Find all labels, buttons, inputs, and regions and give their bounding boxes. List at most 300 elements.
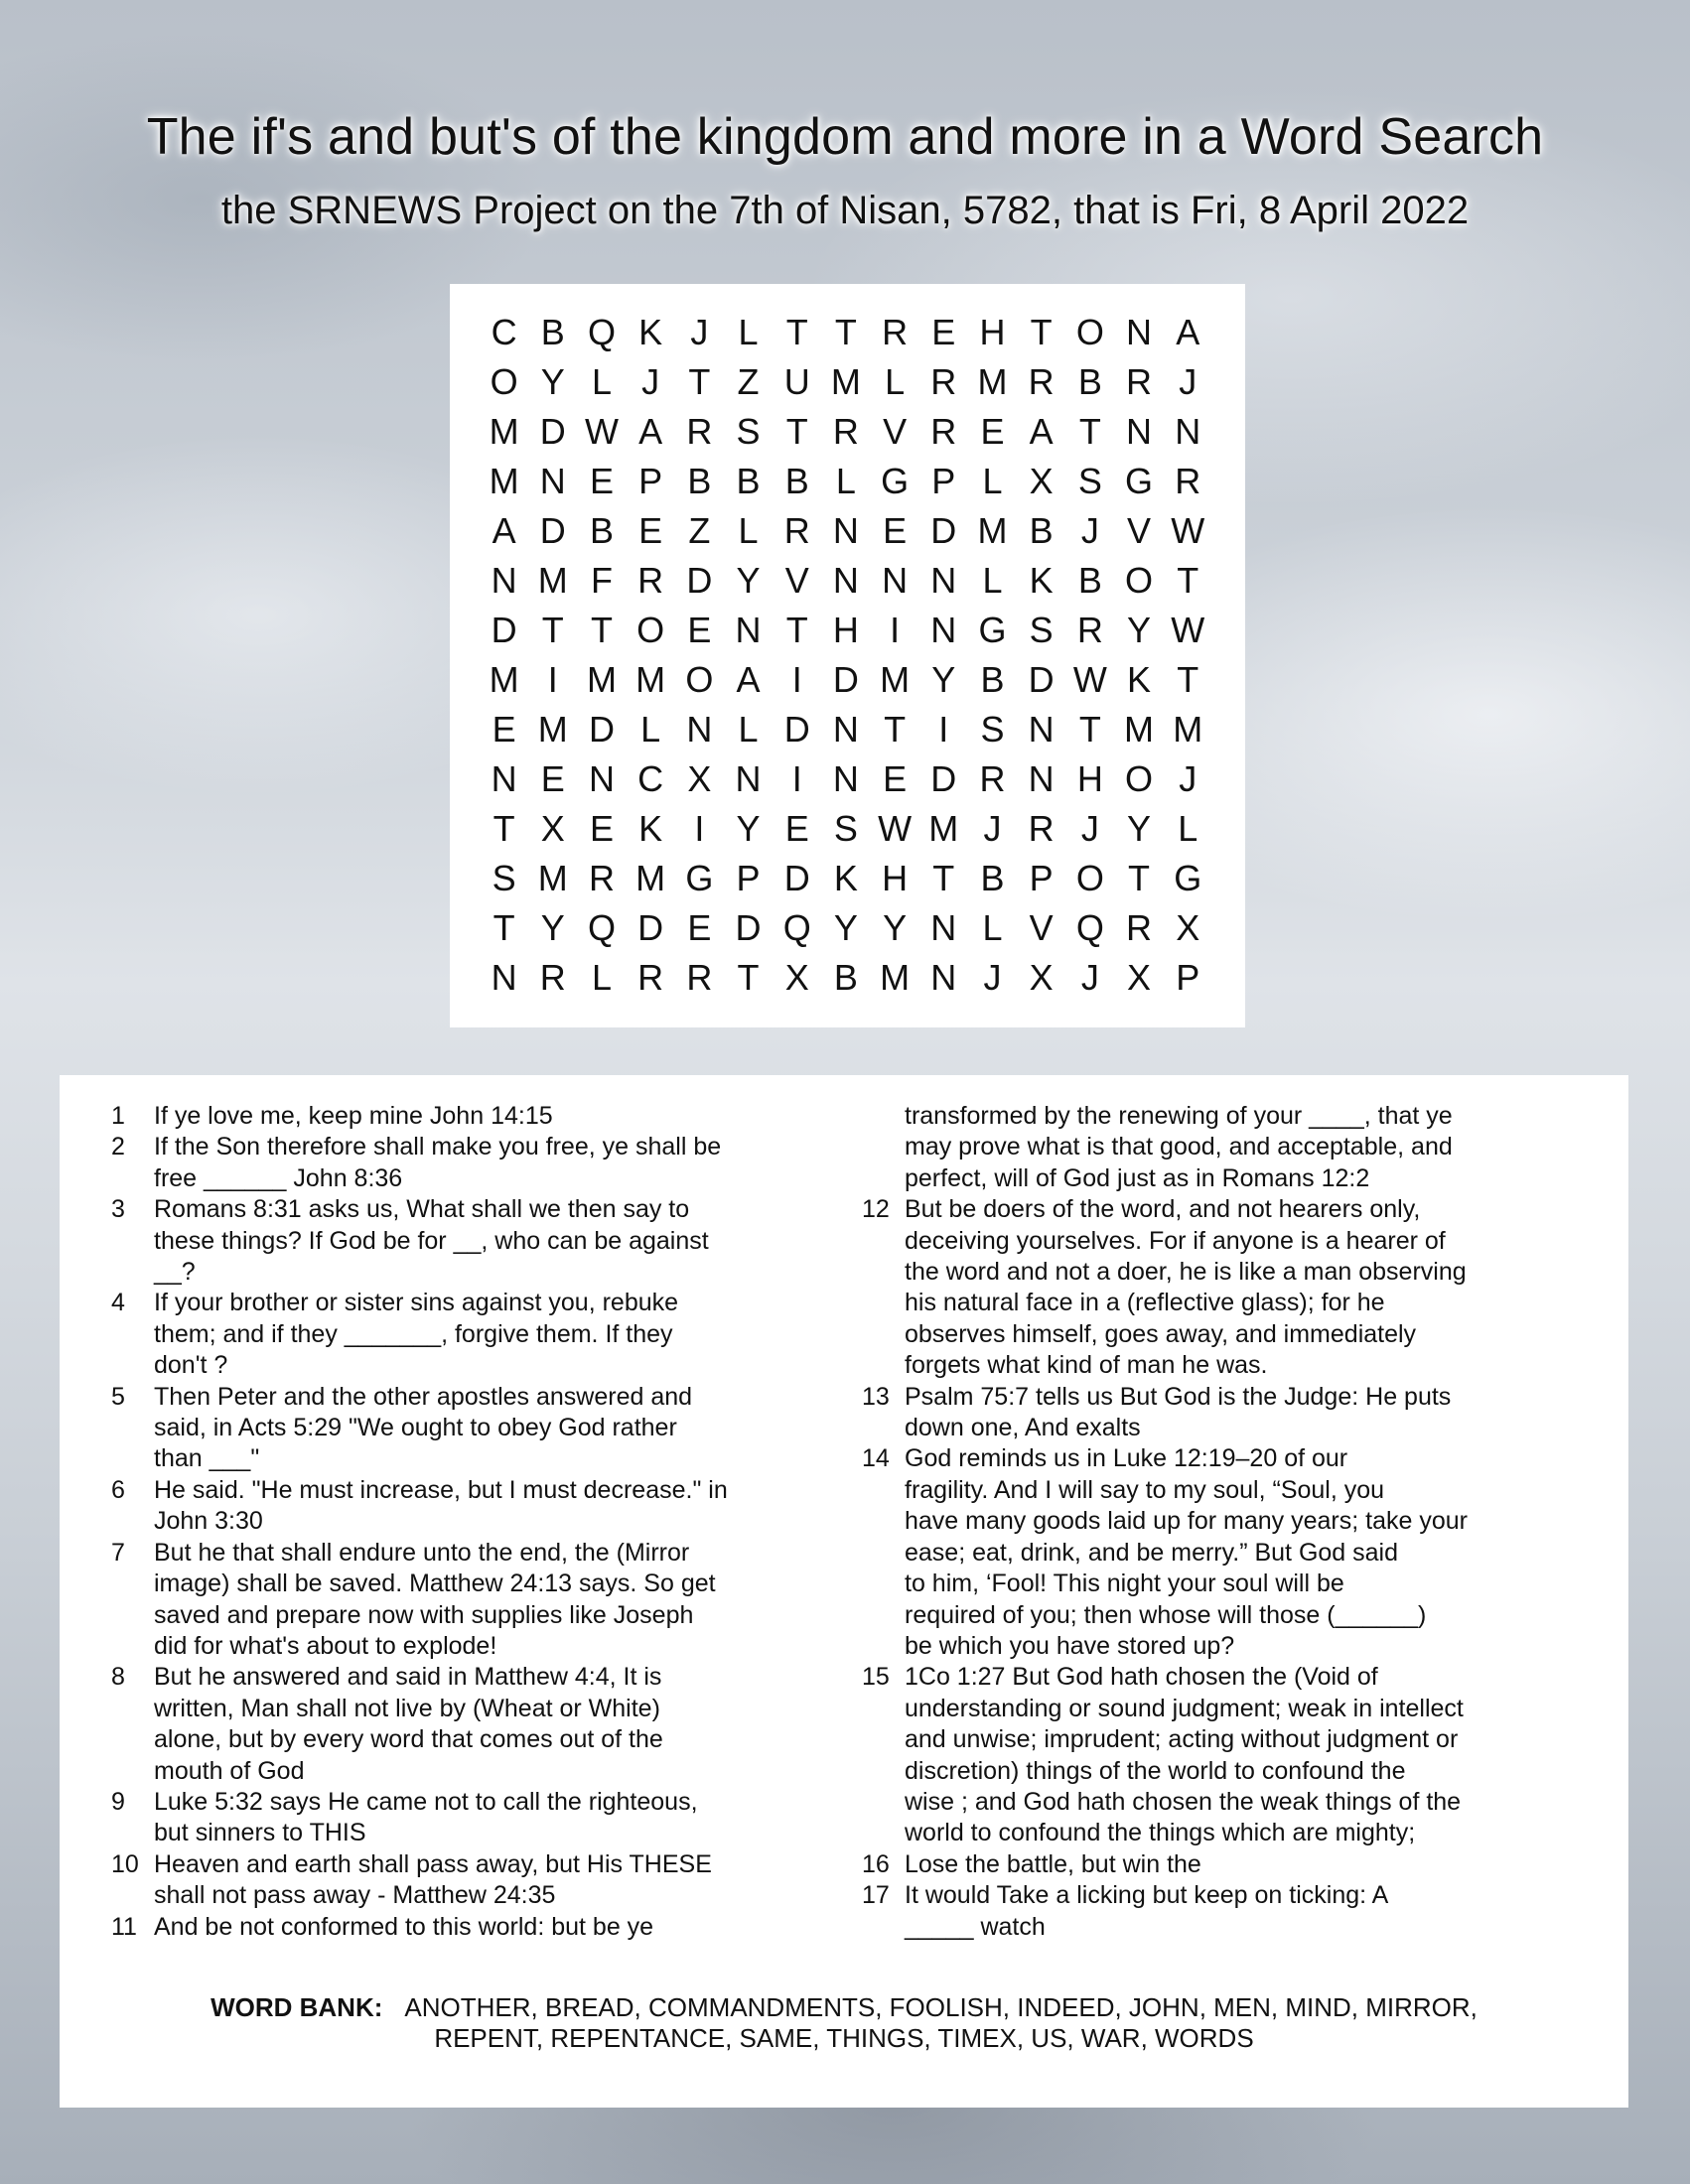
grid-cell[interactable]: Q xyxy=(587,312,616,352)
grid-cell[interactable]: T xyxy=(590,610,613,650)
grid-cell[interactable]: E xyxy=(883,510,908,551)
grid-cell[interactable]: D xyxy=(491,610,517,650)
clue-indent xyxy=(111,1506,154,1537)
grid-cell[interactable]: E xyxy=(687,610,712,650)
grid-cell[interactable]: T xyxy=(785,312,808,352)
grid-cell[interactable]: Y xyxy=(883,907,908,948)
grid-cell[interactable]: T xyxy=(1030,312,1053,352)
grid-cell[interactable]: M xyxy=(489,461,519,501)
page-subtitle: the SRNEWS Project on the 7th of Nisan, 5782, that is Fri, 8 April 2022 xyxy=(220,189,1470,232)
grid-cell[interactable]: W xyxy=(584,411,619,452)
grid-cell[interactable]: R xyxy=(832,411,859,452)
clue-indent xyxy=(111,1724,154,1755)
clue-text: world to confound the things which are mighty; xyxy=(905,1819,1416,1847)
grid-cell[interactable]: L xyxy=(738,312,759,352)
grid-cell[interactable]: I xyxy=(791,659,802,700)
clue-number: 15 xyxy=(862,1663,890,1692)
grid-cell[interactable]: N xyxy=(686,709,713,750)
grid-cell[interactable]: B xyxy=(1077,361,1102,402)
grid-cell[interactable]: H xyxy=(832,610,859,650)
grid-cell[interactable]: M xyxy=(928,808,959,849)
grid-cell[interactable]: Y xyxy=(1127,610,1152,650)
grid-cell[interactable]: B xyxy=(1029,510,1054,551)
grid-cell[interactable]: R xyxy=(588,858,615,898)
clue-line xyxy=(862,1694,1597,1724)
grid-cell[interactable]: E xyxy=(931,312,956,352)
grid-cell[interactable]: W xyxy=(1171,610,1205,650)
clue-text: have many goods laid up for many years; take your xyxy=(905,1507,1468,1536)
clue-line xyxy=(111,1288,775,1318)
clue-line xyxy=(111,1662,775,1693)
grid-cell[interactable]: J xyxy=(690,312,709,352)
grid-cell[interactable]: O xyxy=(685,659,714,700)
grid-cell[interactable]: Q xyxy=(587,907,616,948)
grid-cell[interactable]: A xyxy=(1176,312,1200,352)
grid-cell[interactable]: P xyxy=(638,461,663,501)
grid-cell[interactable]: N xyxy=(930,560,957,601)
grid-cell[interactable]: N xyxy=(1175,411,1201,452)
clue-text: Heaven and earth shall pass away, but His THESE xyxy=(154,1849,712,1878)
clue-text: down one, And exalts xyxy=(905,1414,1141,1442)
clue-number: 16 xyxy=(862,1849,890,1878)
clue-line xyxy=(862,1226,1597,1257)
clue-indent xyxy=(862,1724,905,1755)
clue-number: 5 xyxy=(111,1382,125,1411)
grid-cell[interactable]: K xyxy=(638,312,663,352)
grid-cell[interactable]: O xyxy=(1125,560,1154,601)
grid-cell[interactable]: B xyxy=(540,312,565,352)
grid-cell[interactable]: B xyxy=(980,659,1005,700)
grid-cell[interactable]: J xyxy=(983,957,1002,998)
clue-text: __? xyxy=(154,1258,196,1287)
clue-text: image) shall be saved. Matthew 24:13 says. So get xyxy=(154,1570,716,1598)
grid-cell[interactable]: M xyxy=(977,510,1008,551)
grid-cell[interactable]: J xyxy=(1080,808,1099,849)
grid-cell[interactable]: R xyxy=(686,411,713,452)
clue-line xyxy=(862,1443,1597,1474)
clue-indent xyxy=(111,1163,154,1194)
word-search-panel xyxy=(450,284,1245,1027)
clue-text: alone, but by every word that comes out of the xyxy=(154,1725,663,1754)
grid-cell[interactable]: N xyxy=(491,560,517,601)
clue-text: understanding or sound judgment; weak in intellect xyxy=(905,1694,1464,1722)
clue-line xyxy=(862,1319,1597,1350)
clue-indent xyxy=(862,1569,905,1599)
grid-cell[interactable]: X xyxy=(687,758,712,799)
grid-cell[interactable]: B xyxy=(833,957,858,998)
clue-line xyxy=(862,1662,1597,1693)
grid-cell[interactable]: M xyxy=(537,709,568,750)
grid-cell[interactable]: D xyxy=(637,907,664,948)
grid-cell[interactable]: R xyxy=(1028,361,1055,402)
grid-cell[interactable]: R xyxy=(539,957,566,998)
grid-cell[interactable]: E xyxy=(540,758,565,799)
clue-line xyxy=(111,1443,775,1474)
grid-cell[interactable]: Z xyxy=(737,361,760,402)
grid-cell[interactable]: M xyxy=(880,659,911,700)
clue-text: God reminds us in Luke 12:19–20 of our xyxy=(905,1444,1348,1473)
grid-cell[interactable]: T xyxy=(785,610,808,650)
grid-cell[interactable]: H xyxy=(1076,758,1103,799)
grid-cell[interactable]: G xyxy=(1174,858,1202,898)
grid-cell[interactable]: V xyxy=(1029,907,1054,948)
grid-cell[interactable]: M xyxy=(586,659,617,700)
grid-cell[interactable]: I xyxy=(547,659,558,700)
grid-cell[interactable]: D xyxy=(735,907,762,948)
clue-text: _____ watch xyxy=(905,1912,1046,1941)
grid-cell[interactable]: E xyxy=(883,758,908,799)
grid-cell[interactable]: A xyxy=(638,411,663,452)
clue-indent xyxy=(862,1756,905,1787)
grid-cell[interactable]: E xyxy=(784,808,809,849)
grid-cell[interactable]: R xyxy=(930,361,957,402)
clues-panel xyxy=(60,1075,1628,2108)
clue-indent xyxy=(111,1443,154,1474)
grid-cell[interactable]: J xyxy=(1080,957,1099,998)
grid-cell[interactable]: D xyxy=(539,411,566,452)
grid-cell[interactable]: E xyxy=(589,808,614,849)
grid-cell[interactable]: X xyxy=(1127,957,1152,998)
grid-cell[interactable]: N xyxy=(1126,411,1153,452)
clue-line xyxy=(111,1538,775,1569)
grid-cell[interactable]: X xyxy=(1029,957,1054,998)
grid-cell[interactable]: G xyxy=(978,610,1007,650)
grid-cell[interactable]: R xyxy=(882,312,909,352)
grid-cell[interactable]: N xyxy=(491,957,517,998)
grid-cell[interactable]: N xyxy=(539,461,566,501)
grid-cell[interactable]: L xyxy=(885,361,906,402)
clue-text: Then Peter and the other apostles answered and xyxy=(154,1382,693,1411)
clue-continuation-line xyxy=(862,1101,1597,1132)
grid-cell[interactable]: Y xyxy=(931,659,956,700)
clue-indent xyxy=(111,1319,154,1350)
grid-cell[interactable]: L xyxy=(640,709,661,750)
grid-cell[interactable]: X xyxy=(1176,907,1200,948)
grid-cell[interactable]: J xyxy=(1179,758,1197,799)
grid-cell[interactable]: D xyxy=(1028,659,1055,700)
clue-text: Psalm 75:7 tells us But God is the Judge: He puts xyxy=(905,1382,1452,1411)
grid-cell[interactable]: I xyxy=(694,808,705,849)
clue-indent xyxy=(111,1569,154,1599)
grid-cell[interactable]: G xyxy=(1125,461,1154,501)
grid-cell[interactable]: M xyxy=(489,411,519,452)
clue-text: ease; eat, drink, and be merry.” But God said xyxy=(905,1538,1399,1567)
clue-line xyxy=(111,1912,775,1943)
grid-cell[interactable]: Y xyxy=(736,560,761,601)
grid-cell[interactable]: T xyxy=(688,361,711,402)
grid-cell[interactable]: T xyxy=(493,808,515,849)
grid-cell[interactable]: V xyxy=(1127,510,1152,551)
grid-cell[interactable]: T xyxy=(785,411,808,452)
grid-cell[interactable]: W xyxy=(878,808,913,849)
grid-cell[interactable]: P xyxy=(1029,858,1054,898)
grid-cell[interactable]: T xyxy=(1078,709,1101,750)
grid-cell[interactable]: G xyxy=(685,858,714,898)
clue-text: don't ? xyxy=(154,1351,228,1380)
clue-text: required of you; then whose will those (______) xyxy=(905,1600,1427,1629)
grid-cell[interactable]: L xyxy=(982,461,1003,501)
grid-cell[interactable]: T xyxy=(737,957,760,998)
grid-cell[interactable]: R xyxy=(979,758,1006,799)
grid-cell[interactable]: Z xyxy=(688,510,711,551)
grid-cell[interactable]: W xyxy=(1072,659,1107,700)
grid-cell[interactable]: N xyxy=(588,758,615,799)
grid-cell[interactable]: X xyxy=(1029,461,1054,501)
grid-cell[interactable]: O xyxy=(1075,858,1104,898)
grid-cell[interactable]: J xyxy=(983,808,1002,849)
grid-cell[interactable]: F xyxy=(590,560,613,601)
grid-cell[interactable]: S xyxy=(1077,461,1102,501)
grid-cell[interactable]: L xyxy=(835,461,856,501)
grid-cell[interactable]: A xyxy=(492,510,516,551)
grid-cell[interactable]: M xyxy=(635,858,666,898)
clue-line xyxy=(111,1475,775,1506)
grid-cell[interactable]: I xyxy=(890,610,901,650)
grid-cell[interactable]: D xyxy=(832,659,859,700)
grid-cell[interactable]: R xyxy=(1126,361,1153,402)
grid-cell[interactable]: G xyxy=(881,461,910,501)
grid-cell[interactable]: B xyxy=(736,461,761,501)
grid-cell[interactable]: I xyxy=(791,758,802,799)
clue-indent xyxy=(862,1350,905,1381)
clue-indent xyxy=(862,1631,905,1662)
grid-cell[interactable]: A xyxy=(736,659,761,700)
clue-text: these things? If God be for __, who can be against xyxy=(154,1226,709,1255)
grid-cell[interactable]: P xyxy=(736,858,761,898)
grid-cell[interactable]: N xyxy=(832,758,859,799)
grid-cell[interactable]: D xyxy=(930,510,957,551)
clue-line xyxy=(862,1912,1597,1943)
grid-cell[interactable]: Y xyxy=(736,808,761,849)
clue-line xyxy=(862,1257,1597,1288)
grid-cell[interactable]: W xyxy=(1171,510,1205,551)
grid-cell[interactable]: M xyxy=(489,659,519,700)
grid-cell[interactable]: L xyxy=(982,560,1003,601)
clue-indent xyxy=(111,1600,154,1631)
grid-cell[interactable]: E xyxy=(638,510,663,551)
grid-cell[interactable]: O xyxy=(490,361,518,402)
clue-line xyxy=(111,1350,775,1381)
grid-cell[interactable]: T xyxy=(834,312,857,352)
clue-continuation-line xyxy=(862,1163,1597,1194)
grid-cell[interactable]: O xyxy=(636,610,665,650)
clues-column-right xyxy=(862,1101,1597,1943)
clue-text: saved and prepare now with supplies like Joseph xyxy=(154,1600,694,1629)
grid-cell[interactable]: U xyxy=(783,361,810,402)
grid-cell[interactable]: Y xyxy=(833,907,858,948)
grid-cell[interactable]: M xyxy=(977,361,1008,402)
clue-line xyxy=(862,1880,1597,1911)
grid-cell[interactable]: L xyxy=(738,510,759,551)
clue-line xyxy=(862,1194,1597,1225)
clue-indent xyxy=(862,1787,905,1818)
clue-number: 13 xyxy=(862,1382,890,1411)
grid-cell[interactable]: D xyxy=(930,758,957,799)
clue-indent xyxy=(862,1288,905,1318)
grid-cell[interactable]: N xyxy=(930,907,957,948)
grid-cell[interactable]: N xyxy=(735,758,762,799)
clue-indent xyxy=(862,1319,905,1350)
grid-cell[interactable]: N xyxy=(1028,709,1055,750)
grid-cell[interactable]: T xyxy=(541,610,564,650)
grid-cell[interactable]: Q xyxy=(782,907,811,948)
grid-cell[interactable]: S xyxy=(1029,610,1054,650)
grid-cell[interactable]: T xyxy=(1177,659,1199,700)
grid-cell[interactable]: K xyxy=(1029,560,1054,601)
clue-number: 17 xyxy=(862,1881,890,1910)
clue-line xyxy=(862,1475,1597,1506)
clue-text: He said. "He must increase, but I must decrease." in xyxy=(154,1475,728,1504)
grid-cell[interactable]: S xyxy=(736,411,761,452)
grid-cell[interactable]: T xyxy=(493,907,515,948)
grid-cell[interactable]: D xyxy=(686,560,713,601)
grid-cell[interactable]: E xyxy=(589,461,614,501)
clue-indent xyxy=(862,1912,905,1943)
grid-cell[interactable]: B xyxy=(687,461,712,501)
grid-cell[interactable]: N xyxy=(930,610,957,650)
grid-cell[interactable]: B xyxy=(784,461,809,501)
grid-cell[interactable]: B xyxy=(589,510,614,551)
grid-cell[interactable]: N xyxy=(491,758,517,799)
grid-cell[interactable]: M xyxy=(1124,709,1155,750)
grid-cell[interactable]: R xyxy=(783,510,810,551)
clue-indent xyxy=(862,1694,905,1724)
grid-cell[interactable]: M xyxy=(635,659,666,700)
clue-text: said, in Acts 5:29 "We ought to obey God rather xyxy=(154,1414,677,1442)
grid-cell[interactable]: N xyxy=(832,510,859,551)
grid-cell[interactable]: M xyxy=(880,957,911,998)
grid-cell[interactable]: J xyxy=(641,361,660,402)
grid-cell[interactable]: D xyxy=(588,709,615,750)
clue-text: deceiving yourselves. For if anyone is a hearer of xyxy=(905,1226,1446,1255)
grid-cell[interactable]: X xyxy=(784,957,809,998)
word-bank-label: WORD BANK: xyxy=(211,1992,383,2022)
grid-cell[interactable]: R xyxy=(1126,907,1153,948)
clue-indent xyxy=(111,1818,154,1848)
grid-cell[interactable]: D xyxy=(539,510,566,551)
letter-grid[interactable] xyxy=(480,308,1212,1003)
clue-line xyxy=(862,1506,1597,1537)
grid-cell[interactable]: C xyxy=(491,312,517,352)
clue-text: forgets what kind of man he was. xyxy=(905,1351,1268,1380)
grid-cell[interactable]: E xyxy=(687,907,712,948)
grid-cell[interactable]: E xyxy=(980,411,1005,452)
grid-cell[interactable]: Y xyxy=(1127,808,1152,849)
grid-cell[interactable]: Q xyxy=(1075,907,1104,948)
grid-cell[interactable]: V xyxy=(883,411,908,452)
grid-cell[interactable]: D xyxy=(783,858,810,898)
grid-cell[interactable]: R xyxy=(637,957,664,998)
grid-cell[interactable]: S xyxy=(833,808,858,849)
grid-cell[interactable]: X xyxy=(540,808,565,849)
clue-line xyxy=(862,1787,1597,1818)
clue-text: If the Son therefore shall make you free, ye shall be xyxy=(154,1133,722,1161)
grid-cell[interactable]: H xyxy=(979,312,1006,352)
grid-cell[interactable]: Y xyxy=(540,907,565,948)
clue-number: 11 xyxy=(111,1912,137,1941)
grid-cell[interactable]: R xyxy=(1028,808,1055,849)
grid-cell[interactable]: L xyxy=(591,361,612,402)
clue-text: If your brother or sister sins against you, rebuke xyxy=(154,1289,679,1317)
grid-cell[interactable]: H xyxy=(882,858,909,898)
clue-line xyxy=(111,1756,775,1787)
clue-indent xyxy=(111,1694,154,1724)
grid-cell[interactable]: P xyxy=(1176,957,1200,998)
grid-cell[interactable]: I xyxy=(938,709,949,750)
grid-cell[interactable]: L xyxy=(982,907,1003,948)
grid-cell[interactable]: P xyxy=(931,461,956,501)
clue-line xyxy=(862,1849,1597,1880)
grid-cell[interactable]: E xyxy=(492,709,516,750)
clue-number: 12 xyxy=(862,1195,890,1224)
grid-cell[interactable]: A xyxy=(1029,411,1054,452)
grid-cell[interactable]: L xyxy=(1178,808,1198,849)
grid-cell[interactable]: J xyxy=(1179,361,1197,402)
grid-cell[interactable]: B xyxy=(980,858,1005,898)
clue-line xyxy=(111,1787,775,1818)
grid-cell[interactable]: L xyxy=(738,709,759,750)
grid-cell[interactable]: D xyxy=(783,709,810,750)
grid-cell[interactable]: N xyxy=(882,560,909,601)
grid-cell[interactable]: Y xyxy=(540,361,565,402)
grid-cell[interactable]: C xyxy=(637,758,664,799)
grid-cell[interactable]: R xyxy=(637,560,664,601)
clue-line xyxy=(111,1163,775,1194)
grid-cell[interactable]: R xyxy=(1175,461,1201,501)
grid-cell[interactable]: K xyxy=(1127,659,1152,700)
grid-cell[interactable]: V xyxy=(784,560,809,601)
clue-text: them; and if they _______, forgive them. If they xyxy=(154,1319,673,1348)
clue-number: 7 xyxy=(111,1538,125,1567)
grid-cell[interactable]: O xyxy=(1075,312,1104,352)
grid-cell[interactable]: M xyxy=(537,858,568,898)
clue-number: 4 xyxy=(111,1289,125,1317)
grid-cell[interactable]: S xyxy=(492,858,516,898)
grid-cell[interactable]: R xyxy=(930,411,957,452)
grid-cell[interactable]: M xyxy=(537,560,568,601)
clue-line xyxy=(111,1382,775,1413)
clue-indent xyxy=(862,1475,905,1506)
grid-cell[interactable]: M xyxy=(1173,709,1203,750)
clue-text: transformed by the renewing of your ____, that ye xyxy=(905,1102,1453,1130)
grid-cell[interactable]: N xyxy=(1028,758,1055,799)
grid-cell[interactable]: K xyxy=(833,858,858,898)
grid-cell[interactable]: R xyxy=(686,957,713,998)
grid-cell[interactable]: N xyxy=(832,709,859,750)
grid-cell[interactable]: S xyxy=(980,709,1005,750)
page-title: The if's and but's of the kingdom and more in a Word Search xyxy=(146,108,1544,166)
clue-indent xyxy=(111,1350,154,1381)
grid-cell[interactable]: T xyxy=(932,858,955,898)
grid-cell[interactable]: O xyxy=(1125,758,1154,799)
grid-cell[interactable]: R xyxy=(1076,610,1103,650)
grid-cell[interactable]: M xyxy=(830,361,861,402)
grid-cell[interactable]: N xyxy=(1126,312,1153,352)
grid-cell[interactable]: T xyxy=(1078,411,1101,452)
clue-text: If ye love me, keep mine John 14:15 xyxy=(154,1102,553,1130)
grid-cell[interactable]: L xyxy=(591,957,612,998)
grid-cell[interactable]: N xyxy=(930,957,957,998)
grid-cell[interactable]: N xyxy=(832,560,859,601)
grid-cell[interactable]: J xyxy=(1080,510,1099,551)
grid-cell[interactable]: B xyxy=(1077,560,1102,601)
grid-cell[interactable]: N xyxy=(735,610,762,650)
grid-cell[interactable]: K xyxy=(638,808,663,849)
grid-cell[interactable]: T xyxy=(1128,858,1151,898)
grid-cell[interactable]: T xyxy=(1177,560,1199,601)
clue-line xyxy=(862,1382,1597,1413)
grid-cell[interactable]: T xyxy=(884,709,907,750)
